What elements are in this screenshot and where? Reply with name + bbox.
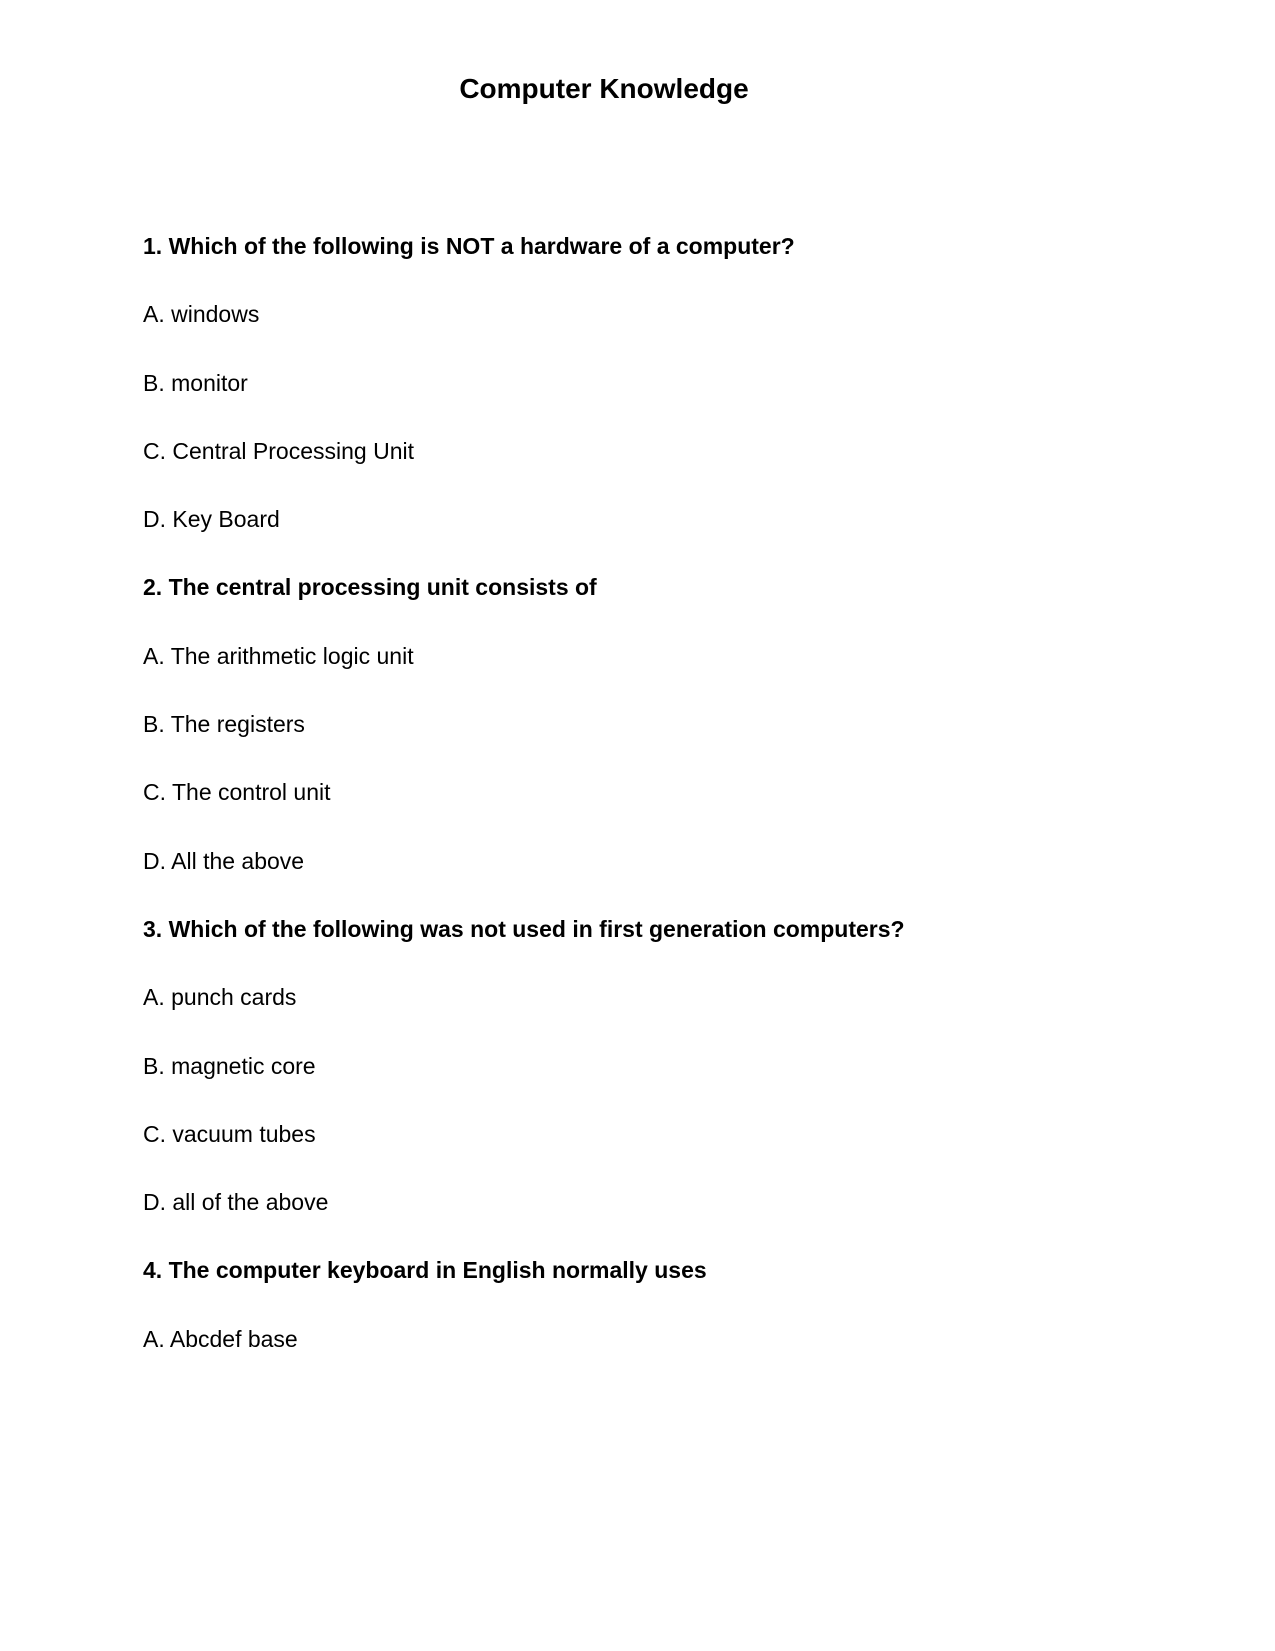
quiz-questions xyxy=(143,232,1143,1393)
answer-option: A. Abcdef base xyxy=(143,1325,298,1352)
answer-option: D. Key Board xyxy=(143,506,280,533)
question-text: 3. Which of the following was not used in first generation computers? xyxy=(143,915,905,942)
answer-option: A. windows xyxy=(143,301,260,328)
document-title: Computer Knowledge xyxy=(459,73,749,104)
answer-option: D. all of the above xyxy=(143,1189,329,1216)
question-text: 2. The central processing unit consists of xyxy=(143,574,597,601)
answer-option: C. The control unit xyxy=(143,779,331,806)
answer-option: B. monitor xyxy=(143,369,248,396)
answer-option: A. The arithmetic logic unit xyxy=(143,642,414,669)
answer-option: C. vacuum tubes xyxy=(143,1120,316,1147)
answer-option: B. The registers xyxy=(143,711,305,738)
answer-option: A. punch cards xyxy=(143,984,297,1011)
answer-option: C. Central Processing Unit xyxy=(143,437,414,464)
question-text: 4. The computer keyboard in English normally uses xyxy=(143,1257,707,1284)
answer-option: D. All the above xyxy=(143,847,305,874)
question-text: 1. Which of the following is NOT a hardware of a computer? xyxy=(143,233,795,259)
answer-option: B. magnetic core xyxy=(143,1052,316,1079)
